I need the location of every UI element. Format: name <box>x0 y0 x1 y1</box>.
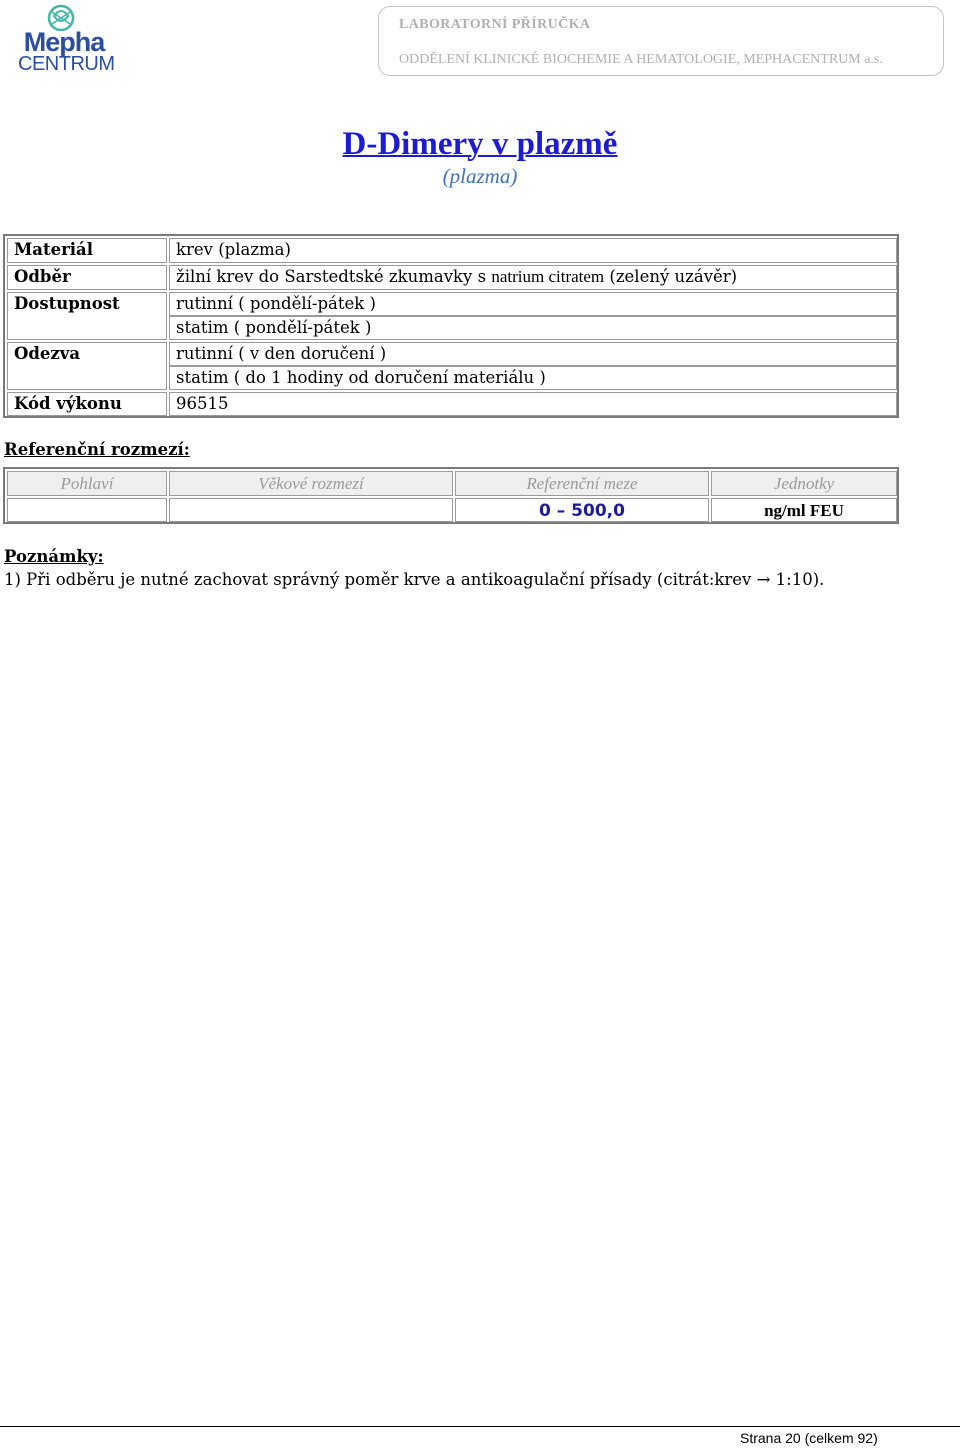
kod-vykonu-label: Kód výkonu <box>7 392 167 416</box>
odber-value-part2: natrium citratem <box>491 267 605 286</box>
ref-header-sex: Pohlaví <box>7 471 167 496</box>
header-subtitle: ODDĚLENÍ KLINICKÉ BIOCHEMIE A HEMATOLOGIE, MEPHACENTRUM a.s. <box>399 52 883 67</box>
notes-text: 1) Při odběru je nutné zachovat správný poměr krve a antikoagulační přísady (citrát:krev → 1:10). <box>4 570 825 589</box>
dostupnost-rutinni: rutinní ( pondělí-pátek ) <box>169 292 897 316</box>
odezva-rutinni: rutinní ( v den doručení ) <box>169 342 897 366</box>
reference-range-label: Referenční rozmezí: <box>4 440 190 459</box>
logo-wordmark-mepha: Mepha <box>23 27 105 57</box>
document-title-text: D-Dimery v plazmě <box>342 126 618 162</box>
header-box <box>378 6 944 76</box>
ref-cell-sex <box>7 498 167 522</box>
document-title <box>0 124 960 164</box>
odezva-label: Odezva <box>7 342 167 390</box>
document-subtitle: (plazma) <box>442 164 518 188</box>
material-value: krev (plazma) <box>169 238 897 263</box>
ref-cell-age <box>169 498 453 522</box>
reference-table <box>3 467 899 524</box>
kod-vykonu-value: 96515 <box>169 392 897 416</box>
odber-value-part1: žilní krev do Sarstedtské zkumavky s <box>176 267 487 286</box>
ref-cell-unit: ng/ml FEU <box>711 498 897 522</box>
ref-cell-range: 0 – 500,0 <box>455 498 709 522</box>
odber-value <box>169 265 897 290</box>
footer-divider <box>0 1426 960 1427</box>
header-title: LABORATORNÍ PŘÍRUČKA <box>399 17 591 32</box>
info-table <box>3 234 899 418</box>
odber-label: Odběr <box>7 265 167 290</box>
ref-header-range: Referenční meze <box>455 471 709 496</box>
odber-value-part3: (zelený uzávěr) <box>609 267 738 286</box>
material-label: Materiál <box>7 238 167 263</box>
logo-wordmark-centrum: CENTRUM <box>18 53 115 75</box>
odezva-statim: statim ( do 1 hodiny od doručení materiálu ) <box>169 366 897 390</box>
notes-label: Poznámky: <box>4 547 104 566</box>
mepha-centrum-logo <box>14 4 115 75</box>
ref-header-unit: Jednotky <box>711 471 897 496</box>
dostupnost-statim: statim ( pondělí-pátek ) <box>169 316 897 340</box>
ref-header-age: Věkové rozmezí <box>169 471 453 496</box>
dostupnost-label: Dostupnost <box>7 292 167 340</box>
page-number: Strana 20 (celkem 92) <box>740 1430 878 1446</box>
